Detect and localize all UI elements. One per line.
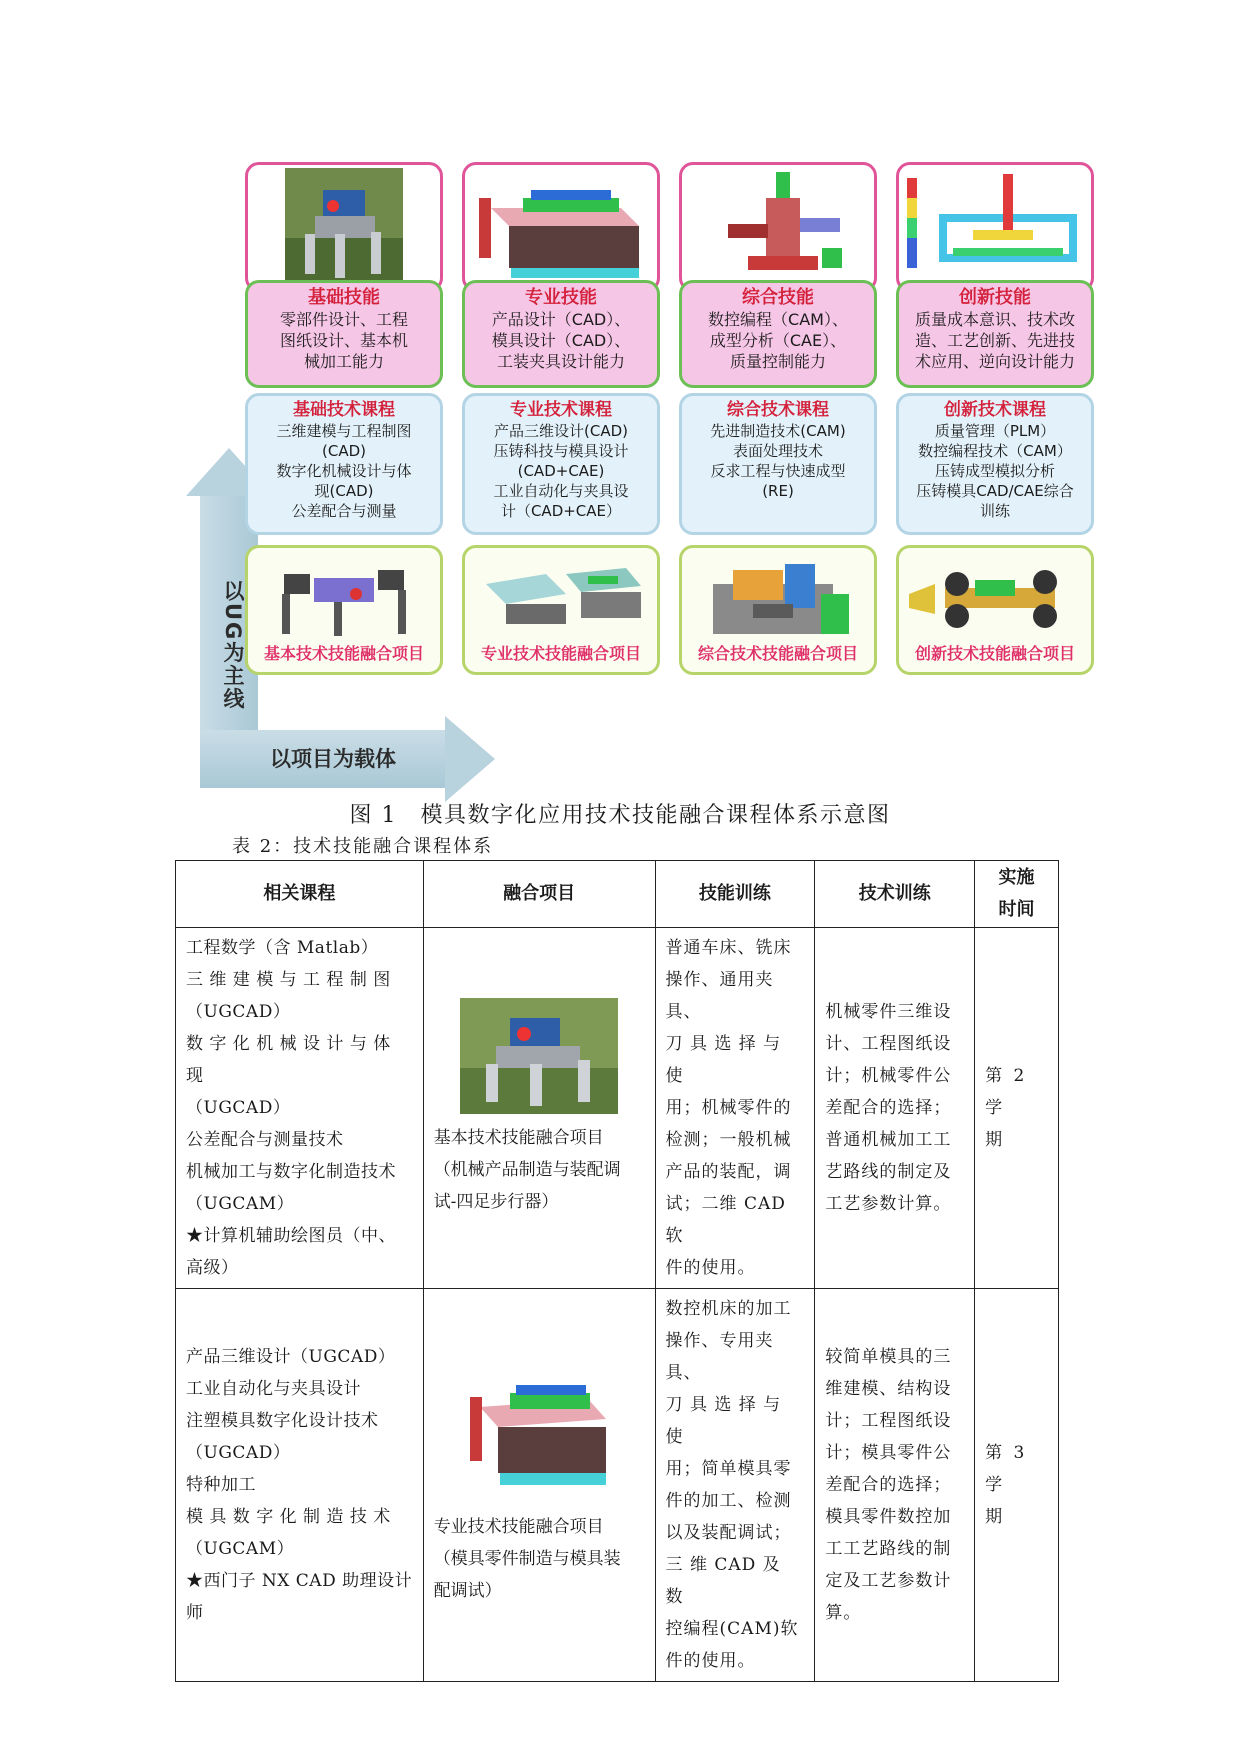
- skill-line: 操作、通用夹具、: [665, 970, 774, 1022]
- tech-line: 模具零件数控加: [825, 1507, 952, 1527]
- project-label: 综合技术技能融合项目: [697, 644, 858, 663]
- course-line: （UGCAD）: [186, 1002, 291, 1022]
- header-implementation-time: [975, 861, 1059, 928]
- course-line: 产品三维设计(CAD): [494, 422, 628, 440]
- skill-line: 质量成本意识、技术改: [914, 310, 1075, 329]
- project-label: 基本技术技能融合项目: [263, 644, 424, 663]
- skill-card-innovation: [896, 280, 1094, 388]
- course-line: 压铸科技与模具设计: [493, 442, 629, 460]
- project-label: 创新技术技能融合项目: [914, 644, 1075, 663]
- course-line: （UGCAD）: [186, 1443, 291, 1463]
- project-line: 专业技术技能融合项目: [433, 1517, 604, 1537]
- course-card-basic: [245, 393, 443, 535]
- course-line: 公差配合与测量: [291, 502, 397, 520]
- course-line: (CAD): [322, 442, 366, 460]
- walking-robot-photo: [285, 168, 403, 286]
- term-line: 第 2 学: [985, 1066, 1028, 1118]
- skill-card-comprehensive: [679, 280, 877, 388]
- skill-line: 质量控制能力: [729, 352, 826, 371]
- skill-line: 图纸设计、基本机: [279, 331, 408, 350]
- tech-line: 艺路线的制定及: [825, 1162, 952, 1182]
- skill-line: 数控机床的加工: [665, 1299, 792, 1319]
- machine-render-image: [693, 554, 863, 644]
- course-title: 基础技术课程: [293, 400, 395, 420]
- course-line: 产品三维设计（UGCAD）: [186, 1347, 396, 1367]
- skill-line: 用；简单模具零: [665, 1459, 792, 1479]
- course-line: 模 具 数 字 化 制 造 技 术: [186, 1507, 391, 1527]
- mold-halves-image: [476, 554, 646, 644]
- course-line: 工业自动化与夹具设计: [186, 1379, 361, 1399]
- course-line: 数字化机械设计与体: [276, 462, 412, 480]
- table-row: [176, 1289, 1059, 1682]
- course-line: 三 维 建 模 与 工 程 制 图: [186, 970, 391, 990]
- flow-simulation-image: [903, 168, 1088, 286]
- project-card-innovation: [896, 545, 1094, 675]
- horizontal-axis-label: 以项目为载体: [270, 747, 396, 771]
- table-row: [176, 928, 1059, 1289]
- robot-render-image: [264, 554, 424, 644]
- course-line: （UGCAM）: [186, 1194, 295, 1214]
- project-card-professional: [462, 545, 660, 675]
- course-system-table: [175, 860, 1059, 1682]
- vertical-axis-label: 以UG为主线: [221, 580, 245, 711]
- tech-line: 计；模具零件公: [825, 1443, 952, 1463]
- tech-line: 较简单模具的三: [825, 1347, 952, 1367]
- skill-title: 创新技能: [959, 287, 1031, 308]
- course-line: 计（CAD+CAE）: [500, 502, 622, 520]
- related-courses-cell: [176, 1289, 424, 1682]
- course-line: （UGCAD）: [186, 1098, 291, 1118]
- skill-line: 成型分析（CAE）、: [709, 331, 847, 350]
- skill-line: 用；机械零件的: [665, 1098, 792, 1118]
- skill-line: 数控编程（CAM）、: [708, 310, 848, 329]
- figure-caption: 图 1 模具数字化应用技术技能融合课程体系示意图: [349, 803, 891, 828]
- skill-line: 产品设计（CAD）、: [491, 310, 631, 329]
- course-line: 质量管理（PLM）: [934, 422, 1056, 440]
- course-line: ★计算机辅助绘图员（中、: [186, 1226, 396, 1246]
- course-line: 现(CAD): [314, 482, 374, 500]
- tech-line: 算。: [825, 1603, 862, 1623]
- project-line: （模具零件制造与模具装: [433, 1549, 621, 1569]
- course-line: 师: [186, 1603, 204, 1623]
- tech-line: 计；工程图纸设: [825, 1411, 952, 1431]
- course-title: 综合技术课程: [727, 400, 829, 420]
- skill-line: 普通车床、铣床: [665, 938, 792, 958]
- header-integration-project: 融合项目: [423, 861, 655, 928]
- skill-title: 综合技能: [742, 287, 814, 308]
- course-line: 数控编程技术（CAM）: [918, 442, 1072, 460]
- table-header-row: [176, 861, 1059, 928]
- skill-line: 试；二维 CAD 软: [665, 1194, 786, 1246]
- course-line: 压铸模具CAD/CAE综合: [916, 482, 1074, 500]
- project-card-basic: [245, 545, 443, 675]
- skill-line: 以及装配调试；: [665, 1523, 792, 1543]
- course-line: （UGCAM）: [186, 1539, 295, 1559]
- term-line: 期: [985, 1507, 1006, 1527]
- technical-training-cell: [815, 928, 975, 1289]
- course-title: 创新技术课程: [944, 400, 1046, 420]
- course-line: 特种加工: [186, 1475, 256, 1495]
- skill-line: 零部件设计、工程: [279, 310, 408, 329]
- mold-image-cell: [462, 162, 660, 292]
- integration-project-cell: [423, 1289, 655, 1682]
- robot-photo-cell: [245, 162, 443, 292]
- course-line: 先进制造技术(CAM): [710, 422, 846, 440]
- project-line: 配调试）: [433, 1581, 502, 1601]
- skill-title: 专业技能: [525, 287, 597, 308]
- tech-line: 差配合的选择；: [825, 1475, 952, 1495]
- skill-line: 件的使用。: [665, 1258, 756, 1278]
- project-card-comprehensive: [679, 545, 877, 675]
- skill-card-basic: [245, 280, 443, 388]
- skill-line: 检测；一般机械: [665, 1130, 792, 1150]
- tech-line: 维建模、结构设: [825, 1379, 952, 1399]
- term-line: 第 3 学: [985, 1443, 1028, 1495]
- course-system-diagram: [200, 150, 1100, 790]
- simulation-image-cell: [896, 162, 1094, 292]
- tech-line: 计；机械零件公: [825, 1066, 952, 1086]
- project-label: 专业技术技能融合项目: [480, 644, 641, 663]
- course-line: 工业自动化与夹具设: [493, 482, 629, 500]
- skill-line: 工装夹具设计能力: [496, 352, 625, 371]
- course-line: 表面处理技术: [732, 442, 823, 460]
- course-line: 机械加工与数字化制造技术: [186, 1162, 396, 1182]
- tech-line: 机械零件三维设: [825, 1002, 952, 1022]
- horizontal-arrow-head: [445, 716, 495, 802]
- fixture-image-cell: [679, 162, 877, 292]
- course-line: 注塑模具数字化设计技术: [186, 1411, 379, 1431]
- skill-line: 械加工能力: [303, 352, 384, 371]
- course-line: ★西门子 NX CAD 助理设计: [186, 1571, 413, 1591]
- header-time-line: 实施: [998, 867, 1035, 888]
- tech-line: 工工艺路线的制: [825, 1539, 952, 1559]
- project-line: （机械产品制造与装配调: [433, 1160, 621, 1180]
- skill-line: 操作、专用夹具、: [665, 1331, 774, 1383]
- header-skill-training: 技能训练: [655, 861, 815, 928]
- course-line: (CAD+CAE): [517, 462, 605, 480]
- course-line: 反求工程与快速成型: [710, 462, 846, 480]
- walking-robot-photo: [460, 998, 618, 1114]
- implementation-time-cell: [975, 1289, 1059, 1682]
- skill-line: 件的使用。: [665, 1651, 756, 1671]
- course-card-professional: [462, 393, 660, 535]
- course-card-innovation: [896, 393, 1094, 535]
- tech-line: 定及工艺参数计: [825, 1571, 952, 1591]
- project-line: 基本技术技能融合项目: [433, 1128, 604, 1148]
- term-line: 期: [985, 1130, 1006, 1150]
- tech-line: 差配合的选择；: [825, 1098, 952, 1118]
- course-line: 工程数学（含 Matlab）: [186, 938, 379, 958]
- skill-line: 造、工艺创新、先进技: [914, 331, 1075, 350]
- course-line: 数 字 化 机 械 设 计 与 体 现: [186, 1034, 391, 1086]
- skill-card-professional: [462, 280, 660, 388]
- fixture-assembly-image: [688, 168, 868, 286]
- skill-line: 术应用、逆向设计能力: [914, 352, 1075, 371]
- integration-project-cell: [423, 928, 655, 1289]
- course-line: (RE): [762, 482, 794, 500]
- course-line: 高级）: [186, 1258, 239, 1278]
- course-line: 公差配合与测量技术: [186, 1130, 344, 1150]
- technical-training-cell: [815, 1289, 975, 1682]
- skill-line: 三 维 CAD 及 数: [665, 1555, 781, 1607]
- course-line: 三维建模与工程制图: [276, 422, 412, 440]
- course-card-comprehensive: [679, 393, 877, 535]
- skill-training-cell: [655, 928, 815, 1289]
- skill-line: 产品的装配，调: [665, 1162, 792, 1182]
- header-technical-training: 技术训练: [815, 861, 975, 928]
- tech-line: 计、工程图纸设: [825, 1034, 952, 1054]
- skill-training-cell: [655, 1289, 815, 1682]
- mold-assembly-image: [460, 1363, 618, 1503]
- vehicle-chassis-image: [905, 554, 1085, 644]
- skill-line: 刀 具 选 择 与 使: [665, 1034, 782, 1086]
- course-title: 专业技术课程: [510, 400, 612, 420]
- implementation-time-cell: [975, 928, 1059, 1289]
- header-time-line: 时间: [998, 899, 1035, 920]
- tech-line: 普通机械加工工: [825, 1130, 952, 1150]
- skill-line: 控编程(CAM)软: [665, 1619, 799, 1639]
- header-related-courses: 相关课程: [176, 861, 424, 928]
- skill-line: 件的加工、检测: [665, 1491, 792, 1511]
- table-title: 表 2：技术技能融合课程体系: [232, 836, 494, 857]
- skill-line: 模具设计（CAD）、: [491, 331, 631, 350]
- tech-line: 工艺参数计算。: [825, 1194, 952, 1214]
- mold-assembly-image: [471, 168, 651, 286]
- skill-title: 基础技能: [308, 287, 380, 308]
- project-line: 试-四足步行器）: [433, 1192, 559, 1212]
- course-line: 训练: [979, 502, 1010, 520]
- course-line: 压铸成型模拟分析: [934, 462, 1055, 480]
- related-courses-cell: [176, 928, 424, 1289]
- skill-line: 刀 具 选 择 与 使: [665, 1395, 782, 1447]
